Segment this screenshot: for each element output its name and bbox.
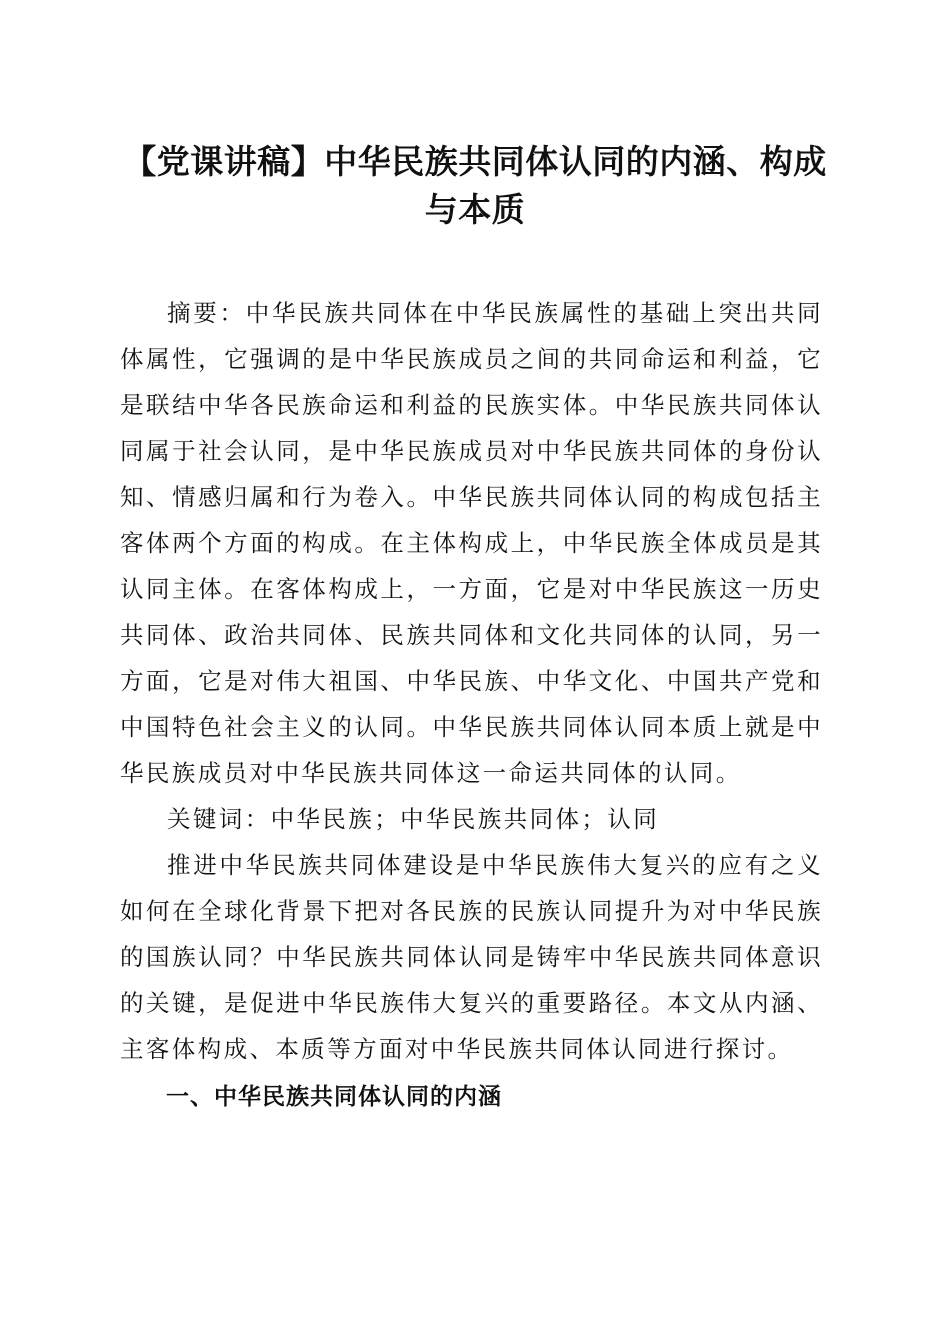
document-body bbox=[120, 290, 823, 1120]
document-title: 【党课讲稿】中华民族共同体认同的内涵、构成与本质 bbox=[123, 142, 827, 229]
intro-paragraph: 推进中华民族共同体建设是中华民族伟大复兴的应有之义如何在全球化背景下把对各民族的民族认同提升为对中华民族的国族认同？中华民族共同体认同是铸牢中华民族共同体意识的关键，是促进中华民族伟大复兴的重要路径。本文从内涵、主客体构成、本质等方面对中华民族共同体认同进行探讨。 bbox=[120, 851, 823, 1063]
section-heading: 一、中华民族共同体认同的内涵 bbox=[166, 1084, 502, 1110]
abstract-paragraph: 摘要：中华民族共同体在中华民族属性的基础上突出共同体属性，它强调的是中华民族成员之间的共同命运和利益，它是联结中华各民族命运和利益的民族实体。中华民族共同体认同属于社会认同，是中华民族成员对中华民族共同体的身份认知、情感归属和行为卷入。中华民族共同体认同的构成包括主客体两个方面的构成。在主体构成上，中华民族全体成员是其认同主体。在客体构成上，一方面，它是对中华民族这一历史共同体、政治共同体、民族共同体和文化共同体的认同，另一方面，它是对伟大祖国、中华民族、中华文化、中国共产党和中国特色社会主义的认同。中华民族共同体认同本质上就是中华民族成员对中华民族共同体这一命运共同体的认同。 bbox=[120, 299, 823, 787]
keywords-paragraph: 关键词：中华民族；中华民族共同体；认同 bbox=[167, 805, 660, 833]
